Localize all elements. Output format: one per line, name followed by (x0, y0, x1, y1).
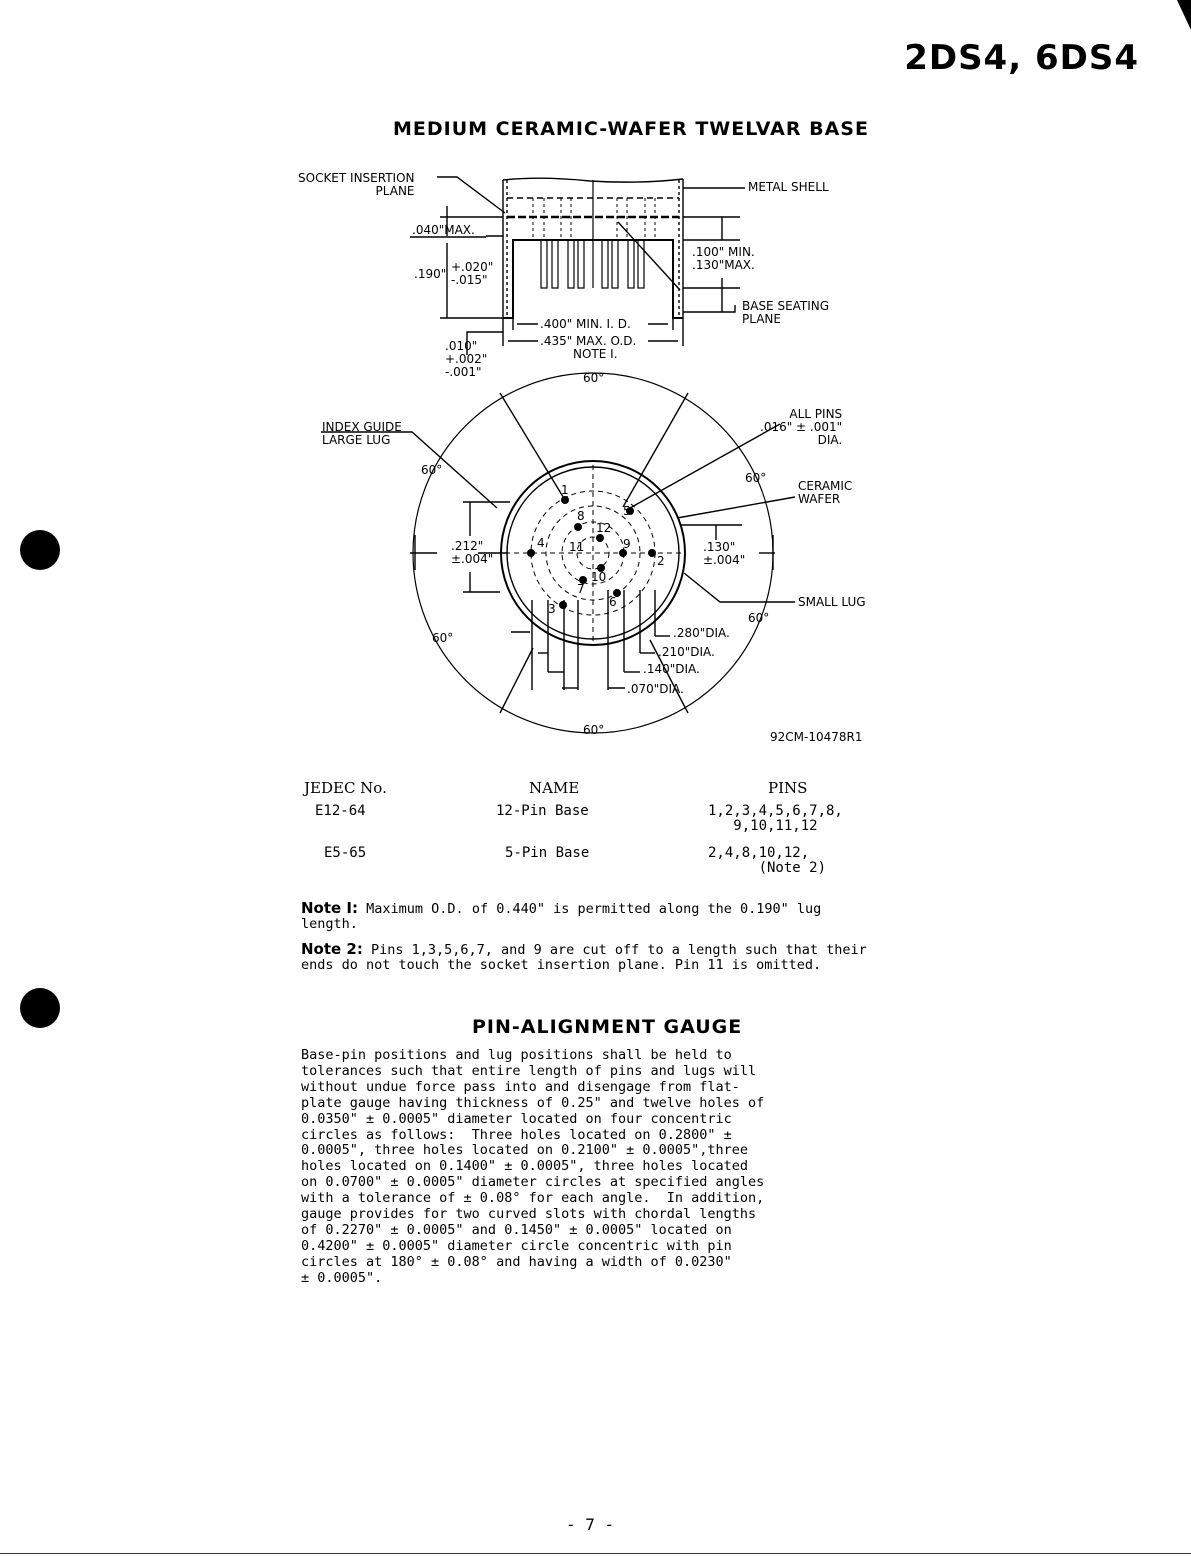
label-dim-400: .400" MIN. I. D. (540, 317, 631, 331)
label-index-guide: INDEX GUIDE LARGE LUG (322, 420, 402, 447)
label-note1-ref: NOTE I. (573, 347, 618, 361)
drawing-number: 92CM-10478R1 (770, 730, 863, 744)
label-dim-100-130: .100" MIN. .130"MAX. (692, 245, 755, 272)
page-bottom-edge (0, 1553, 1191, 1554)
pin-number-4: 4 (537, 536, 545, 550)
label-dim-130: .130" ±.004" (703, 540, 746, 567)
table-header-jedec: JEDEC No. (304, 779, 387, 797)
pin-number-7: 7 (577, 582, 585, 596)
pin-number-8: 8 (577, 509, 585, 523)
label-angle-top: 60° (583, 371, 605, 385)
label-dim-010: .010" +.002" -.001" (445, 339, 488, 379)
table-row-1-pins: 1,2,3,4,5,6,7,8, 9,10,11,12 (708, 803, 843, 834)
label-angle-lower-left: 60° (432, 631, 454, 645)
page-number: - 7 - (566, 1515, 615, 1534)
table-header-name: NAME (529, 779, 580, 797)
label-dia-140: .140"DIA. (643, 662, 700, 676)
label-angle-upper-right: 60° (745, 471, 767, 485)
label-metal-shell: METAL SHELL (748, 180, 829, 194)
label-dim-190-tol: +.020" -.015" (451, 260, 494, 287)
pin-number-5: 5 (623, 504, 631, 518)
label-dim-435: .435" MAX. O.D. (540, 334, 637, 348)
label-dim-190: .190" (414, 267, 447, 281)
label-angle-upper-left: 60° (421, 463, 443, 477)
note-2-label: Note 2: (301, 940, 363, 958)
label-dim-040: .040"MAX. (412, 223, 475, 237)
pin-number-3: 3 (548, 602, 556, 616)
hole-punch-lower (20, 988, 60, 1028)
pin-number-12: 12 (596, 521, 612, 535)
table-row-1-name: 12-Pin Base (496, 803, 589, 819)
note-1-label: Note I: (301, 899, 359, 917)
label-all-pins: ALL PINS .016" ± .001" DIA. (760, 407, 843, 447)
table-header-pins: PINS (768, 779, 808, 797)
note-1-text: Maximum O.D. of 0.440" is permitted along the 0.190" lug length. (301, 901, 822, 932)
note-2 (301, 942, 881, 973)
label-dia-070: .070"DIA. (627, 682, 684, 696)
label-base-seating-plane: BASE SEATING PLANE (742, 299, 830, 326)
label-dim-212: .212" ±.004" (451, 539, 494, 566)
pin-number-9: 9 (623, 537, 631, 551)
gauge-description: Base-pin positions and lug positions shall be held to tolerances such that entire length of pins and lugs will without undue force pass into and disengage from flat- plate gauge having thickness of 0.25" and twelve holes of 0.0350" ± 0.0005" diameter located on four concentric circles as follows: Three holes located on 0.2800" ± 0.0005", three holes located on 0.2100" ± 0.0005",three holes located on 0.1400" ± 0.0005", three holes located on 0.0700" ± 0.0005" diameter circles at specified angles with a tolerance of ± 0.08° for each angle. In addition, gauge provides for two curved slots with chordal lengths of 0.2270" ± 0.0005" and 0.1450" ± 0.0005" located on 0.4200" ± 0.0005" diameter circle concentric with pin circles at 180° ± 0.08° and having a width of 0.0230" ± 0.0005". (301, 1047, 765, 1286)
pin-number-10: 10 (591, 570, 607, 584)
pin-number-6: 6 (609, 595, 617, 609)
label-ceramic-wafer: CERAMIC WAFER (798, 479, 853, 506)
pin-number-1: 1 (561, 483, 569, 497)
label-small-lug: SMALL LUG (798, 595, 866, 609)
table-row-1-jedec: E12-64 (315, 803, 366, 819)
section-title-gauge: PIN-ALIGNMENT GAUGE (472, 1016, 743, 1038)
tube-type-header: 2DS4, 6DS4 (904, 38, 1139, 78)
hole-punch-upper (20, 530, 60, 570)
table-row-2-pins: 2,4,8,10,12, (Note 2) (708, 845, 827, 876)
note-2-text: Pins 1,3,5,6,7, and 9 are cut off to a length such that their ends do not touch the socket insertion plane. Pin 11 is omitted. (301, 942, 867, 973)
label-dia-210: .210"DIA. (658, 645, 715, 659)
pin-number-2: 2 (657, 554, 665, 568)
label-socket-insertion-plane: SOCKET INSERTION PLANE (298, 171, 415, 198)
note-1 (301, 901, 881, 932)
label-angle-lower-right: 60° (748, 611, 770, 625)
table-row-2-jedec: E5-65 (324, 845, 367, 861)
table-row-2-name: 5-Pin Base (505, 845, 590, 861)
label-angle-bottom: 60° (583, 723, 605, 737)
pin-number-11: 11 (569, 540, 585, 554)
section-title-base: MEDIUM CERAMIC-WAFER TWELVAR BASE (393, 118, 869, 140)
label-dia-280: .280"DIA. (673, 626, 730, 640)
